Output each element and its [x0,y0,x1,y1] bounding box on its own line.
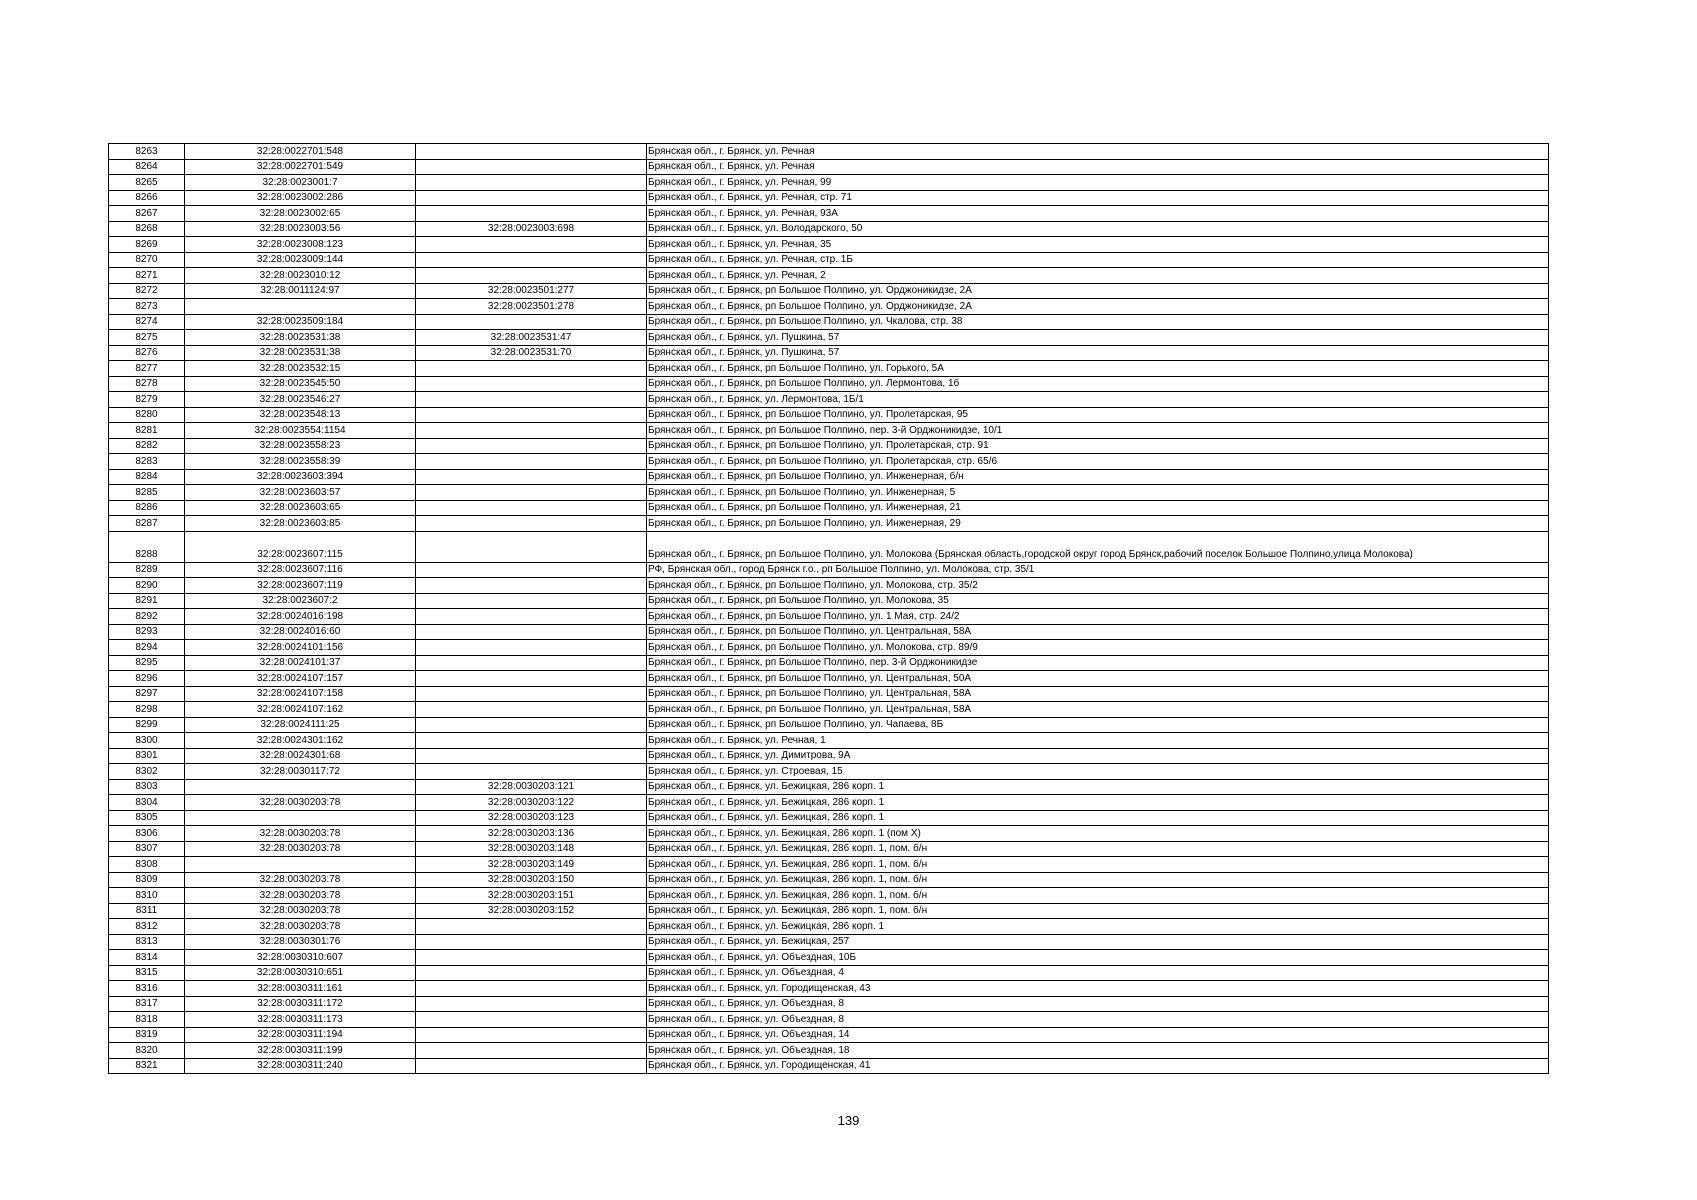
row-number-cell: 8279 [109,392,185,408]
cadastral-number-cell: 32:28:0024301:68 [185,748,416,764]
row-number-cell: 8265 [109,175,185,191]
row-number-cell: 8273 [109,299,185,315]
related-cadastral-number-cell [416,438,647,454]
table-row [109,888,1549,904]
address-cell: Брянская обл., г. Брянск, ул. Объездная, 14 [647,1027,1549,1043]
row-number-cell: 8296 [109,671,185,687]
row-number-cell: 8298 [109,702,185,718]
related-cadastral-number-cell [416,748,647,764]
cadastral-number-cell: 32:28:0030203:78 [185,888,416,904]
cadastral-number-cell: 32:28:0022701:549 [185,159,416,175]
table-row [109,454,1549,470]
address-cell: Брянская обл., г. Брянск, рп Большое Полпино, ул. Инженерная, 29 [647,516,1549,532]
cadastral-number-cell: 32:28:0023548:13 [185,407,416,423]
row-number-cell: 8267 [109,206,185,222]
row-number-cell: 8313 [109,934,185,950]
cadastral-number-cell: 32:28:0023607:2 [185,593,416,609]
row-number-cell: 8308 [109,857,185,873]
row-number-cell: 8272 [109,283,185,299]
address-cell: Брянская обл., г. Брянск, рп Большое Полпино, ул. Центральная, 58А [647,686,1549,702]
table-row [109,299,1549,315]
related-cadastral-number-cell [416,578,647,594]
address-cell: Брянская обл., г. Брянск, ул. Бежицкая, 286 корп. 1 (пом X) [647,826,1549,842]
related-cadastral-number-cell [416,671,647,687]
cadastral-number-cell [185,299,416,315]
address-cell: Брянская обл., г. Брянск, ул. Речная, 99 [647,175,1549,191]
related-cadastral-number-cell [416,733,647,749]
row-number-cell: 8276 [109,345,185,361]
cadastral-number-cell: 32:28:0023603:57 [185,485,416,501]
address-cell: Брянская обл., г. Брянск, ул. Бежицкая, 286 корп. 1 [647,810,1549,826]
address-cell: Брянская обл., г. Брянск, ул. Бежицкая, 286 корп. 1 [647,779,1549,795]
table-row [109,624,1549,640]
cadastral-number-cell: 32:28:0023002:65 [185,206,416,222]
cadastral-number-cell: 32:28:0023531:38 [185,330,416,346]
table-row [109,981,1549,997]
cadastral-number-cell: 32:28:0030311:194 [185,1027,416,1043]
address-cell: Брянская обл., г. Брянск, ул. Речная, 1 [647,733,1549,749]
table-row [109,810,1549,826]
cadastral-number-cell: 32:28:0023531:38 [185,345,416,361]
row-number-cell: 8281 [109,423,185,439]
address-cell: Брянская обл., г. Брянск, ул. Бежицкая, 286 корп. 1, пом. б/н [647,857,1549,873]
cadastral-number-cell [185,857,416,873]
row-number-cell: 8318 [109,1012,185,1028]
cadastral-number-cell [185,810,416,826]
address-cell: Брянская обл., г. Брянск, рп Большое Полпино, ул. Молокова, 35 [647,593,1549,609]
related-cadastral-number-cell: 32:28:0030203:122 [416,795,647,811]
cadastral-number-cell: 32:28:0024101:37 [185,655,416,671]
address-cell: Брянская обл., г. Брянск, рп Большое Полпино, ул. Центральная, 50А [647,671,1549,687]
related-cadastral-number-cell [416,702,647,718]
cadastral-number-cell: 32:28:0023002:286 [185,190,416,206]
row-number-cell: 8314 [109,950,185,966]
row-number-cell: 8285 [109,485,185,501]
cadastral-number-cell: 32:28:0022701:548 [185,144,416,160]
cadastral-number-cell: 32:28:0030311:161 [185,981,416,997]
row-number-cell: 8283 [109,454,185,470]
related-cadastral-number-cell: 32:28:0030203:151 [416,888,647,904]
row-number-cell: 8266 [109,190,185,206]
address-cell: Брянская обл., г. Брянск, рп Большое Полпино, ул. Лермонтова, 1б [647,376,1549,392]
cadastral-number-cell: 32:28:0023001:7 [185,175,416,191]
related-cadastral-number-cell [416,144,647,160]
related-cadastral-number-cell: 32:28:0023531:47 [416,330,647,346]
related-cadastral-number-cell [416,640,647,656]
table-row [109,872,1549,888]
related-cadastral-number-cell [416,268,647,284]
related-cadastral-number-cell [416,717,647,733]
table-row [109,903,1549,919]
row-number-cell: 8287 [109,516,185,532]
related-cadastral-number-cell [416,996,647,1012]
table-row [109,159,1549,175]
row-number-cell: 8311 [109,903,185,919]
related-cadastral-number-cell [416,159,647,175]
address-cell: Брянская обл., г. Брянск, ул. Объездная, 4 [647,965,1549,981]
address-cell: Брянская обл., г. Брянск, рп Большое Полпино, ул. Пролетарская, 95 [647,407,1549,423]
cadastral-number-cell: 32:28:0030310:651 [185,965,416,981]
related-cadastral-number-cell: 32:28:0030203:121 [416,779,647,795]
related-cadastral-number-cell [416,392,647,408]
table-row [109,764,1549,780]
cadastral-number-cell: 32:28:0030311:199 [185,1043,416,1059]
row-number-cell: 8282 [109,438,185,454]
row-number-cell: 8306 [109,826,185,842]
cadastral-number-cell: 32:28:0023545:50 [185,376,416,392]
related-cadastral-number-cell [416,609,647,625]
row-number-cell: 8320 [109,1043,185,1059]
table-row [109,175,1549,191]
cadastral-number-cell: 32:28:0011124:97 [185,283,416,299]
cadastral-number-cell: 32:28:0030117:72 [185,764,416,780]
address-cell: Брянская обл., г. Брянск, ул. Бежицкая, 286 корп. 1, пом. б/н [647,872,1549,888]
row-number-cell: 8299 [109,717,185,733]
related-cadastral-number-cell: 32:28:0030203:123 [416,810,647,826]
related-cadastral-number-cell: 32:28:0030203:152 [416,903,647,919]
related-cadastral-number-cell [416,252,647,268]
row-number-cell: 8286 [109,500,185,516]
table-row [109,500,1549,516]
cadastral-number-cell: 32:28:0024016:198 [185,609,416,625]
address-cell: Брянская обл., г. Брянск, рп Большое Полпино, пер. 3-й Орджоникидзе, 10/1 [647,423,1549,439]
related-cadastral-number-cell [416,531,647,562]
cadastral-number-cell: 32:28:0024301:162 [185,733,416,749]
row-number-cell: 8304 [109,795,185,811]
address-cell: РФ, Брянская обл., город Брянск г.о., рп Большое Полпино, ул. Молокова, стр. 35/1 [647,562,1549,578]
related-cadastral-number-cell [416,175,647,191]
address-cell: Брянская обл., г. Брянск, ул. Объездная, 8 [647,996,1549,1012]
table-row [109,779,1549,795]
related-cadastral-number-cell [416,469,647,485]
row-number-cell: 8290 [109,578,185,594]
address-cell: Брянская обл., г. Брянск, ул. Речная, стр. 71 [647,190,1549,206]
related-cadastral-number-cell [416,562,647,578]
address-cell: Брянская обл., г. Брянск, рп Большое Полпино, пер. 3-й Орджоникидзе [647,655,1549,671]
address-cell: Брянская обл., г. Брянск, рп Большое Полпино, ул. Чапаева, 8Б [647,717,1549,733]
cadastral-number-cell: 32:28:0030203:78 [185,919,416,935]
cadastral-number-cell: 32:28:0024107:162 [185,702,416,718]
row-number-cell: 8280 [109,407,185,423]
related-cadastral-number-cell: 32:28:0023501:278 [416,299,647,315]
table-row [109,252,1549,268]
address-cell: Брянская обл., г. Брянск, ул. Лермонтова, 1Б/1 [647,392,1549,408]
cadastral-number-cell: 32:28:0024111:25 [185,717,416,733]
cadastral-number-cell: 32:28:0023603:65 [185,500,416,516]
cadastral-number-cell: 32:28:0023010:12 [185,268,416,284]
row-number-cell: 8277 [109,361,185,377]
table-row [109,748,1549,764]
cadastral-number-cell: 32:28:0023603:394 [185,469,416,485]
table-row [109,593,1549,609]
table-row [109,857,1549,873]
cadastral-number-cell: 32:28:0024107:158 [185,686,416,702]
related-cadastral-number-cell [416,485,647,501]
table-row [109,640,1549,656]
related-cadastral-number-cell: 32:28:0023531:70 [416,345,647,361]
address-cell: Брянская обл., г. Брянск, рп Большое Полпино, ул. Молокова, стр. 89/9 [647,640,1549,656]
table-row [109,221,1549,237]
related-cadastral-number-cell [416,624,647,640]
address-cell: Брянская обл., г. Брянск, рп Большое Полпино, ул. 1 Мая, стр. 24/2 [647,609,1549,625]
cadastral-number-cell: 32:28:0030203:78 [185,872,416,888]
related-cadastral-number-cell: 32:28:0023003:698 [416,221,647,237]
cadastral-number-cell: 32:28:0030203:78 [185,826,416,842]
row-number-cell: 8295 [109,655,185,671]
table-row [109,206,1549,222]
table-row [109,376,1549,392]
row-number-cell: 8269 [109,237,185,253]
address-cell: Брянская обл., г. Брянск, ул. Объездная, 18 [647,1043,1549,1059]
related-cadastral-number-cell [416,934,647,950]
cadastral-number-cell: 32:28:0023607:119 [185,578,416,594]
row-number-cell: 8289 [109,562,185,578]
related-cadastral-number-cell [416,981,647,997]
address-cell: Брянская обл., г. Брянск, рп Большое Полпино, ул. Пролетарская, стр. 65/6 [647,454,1549,470]
related-cadastral-number-cell [416,950,647,966]
related-cadastral-number-cell: 32:28:0030203:150 [416,872,647,888]
table-row [109,516,1549,532]
related-cadastral-number-cell [416,593,647,609]
cadastral-number-cell: 32:28:0030203:78 [185,795,416,811]
row-number-cell: 8312 [109,919,185,935]
cadastral-number-cell: 32:28:0023546:27 [185,392,416,408]
row-number-cell: 8302 [109,764,185,780]
related-cadastral-number-cell [416,655,647,671]
related-cadastral-number-cell [416,1027,647,1043]
table-row [109,609,1549,625]
table-row [109,702,1549,718]
row-number-cell: 8297 [109,686,185,702]
related-cadastral-number-cell [416,919,647,935]
table-row [109,671,1549,687]
related-cadastral-number-cell [416,1012,647,1028]
table-row [109,686,1549,702]
table-row [109,268,1549,284]
address-cell: Брянская обл., г. Брянск, ул. Бежицкая, 286 корп. 1, пом. б/н [647,903,1549,919]
table-row [109,392,1549,408]
cadastral-number-cell: 32:28:0030203:78 [185,903,416,919]
table-row [109,795,1549,811]
row-number-cell: 8294 [109,640,185,656]
address-cell: Брянская обл., г. Брянск, ул. Пушкина, 57 [647,330,1549,346]
related-cadastral-number-cell [416,454,647,470]
address-cell: Брянская обл., г. Брянск, ул. Речная, стр. 1Б [647,252,1549,268]
row-number-cell: 8309 [109,872,185,888]
related-cadastral-number-cell [416,500,647,516]
row-number-cell: 8319 [109,1027,185,1043]
related-cadastral-number-cell: 32:28:0030203:149 [416,857,647,873]
address-cell: Брянская обл., г. Брянск, ул. Бежицкая, 257 [647,934,1549,950]
address-cell: Брянская обл., г. Брянск, рп Большое Полпино, ул. Центральная, 58А [647,702,1549,718]
address-cell: Брянская обл., г. Брянск, рп Большое Полпино, ул. Молокова, стр. 35/2 [647,578,1549,594]
related-cadastral-number-cell [416,965,647,981]
cadastral-number-cell: 32:28:0030203:78 [185,841,416,857]
table-row [109,996,1549,1012]
row-number-cell: 8300 [109,733,185,749]
row-number-cell: 8316 [109,981,185,997]
row-number-cell: 8275 [109,330,185,346]
property-table [108,143,1549,1074]
related-cadastral-number-cell [416,190,647,206]
address-cell: Брянская обл., г. Брянск, рп Большое Полпино, ул. Молокова (Брянская область,городской округ город Брянск,рабочий поселок Большое Полпино,улица Молокова) [647,531,1549,562]
row-number-cell: 8270 [109,252,185,268]
table-row [109,934,1549,950]
cadastral-number-cell: 32:28:0023009:144 [185,252,416,268]
related-cadastral-number-cell [416,361,647,377]
row-number-cell: 8264 [109,159,185,175]
table-row [109,1058,1549,1074]
address-cell: Брянская обл., г. Брянск, рп Большое Полпино, ул. Инженерная, б/н [647,469,1549,485]
table-row [109,655,1549,671]
row-number-cell: 8292 [109,609,185,625]
cadastral-number-cell: 32:28:0030311:173 [185,1012,416,1028]
cadastral-number-cell: 32:28:0023607:116 [185,562,416,578]
table-row [109,562,1549,578]
related-cadastral-number-cell [416,516,647,532]
table-row [109,144,1549,160]
address-cell: Брянская обл., г. Брянск, ул. Бежицкая, 286 корп. 1 [647,795,1549,811]
page-number: 139 [837,1113,860,1128]
address-cell: Брянская обл., г. Брянск, ул. Бежицкая, 286 корп. 1 [647,919,1549,935]
cadastral-number-cell: 32:28:0030311:172 [185,996,416,1012]
cadastral-number-cell: 32:28:0024107:157 [185,671,416,687]
cadastral-number-cell: 32:28:0023532:15 [185,361,416,377]
table-row [109,578,1549,594]
table-row [109,919,1549,935]
address-cell: Брянская обл., г. Брянск, ул. Объездная, 8 [647,1012,1549,1028]
row-number-cell: 8307 [109,841,185,857]
related-cadastral-number-cell [416,423,647,439]
table-row [109,733,1549,749]
address-cell: Брянская обл., г. Брянск, рп Большое Полпино, ул. Пролетарская, стр. 91 [647,438,1549,454]
row-number-cell: 8305 [109,810,185,826]
address-cell: Брянская обл., г. Брянск, рп Большое Полпино, ул. Инженерная, 21 [647,500,1549,516]
table-row [109,717,1549,733]
table-row [109,841,1549,857]
related-cadastral-number-cell [416,206,647,222]
table-row [109,485,1549,501]
table-row [109,469,1549,485]
cadastral-number-cell: 32:28:0023607:115 [185,531,416,562]
row-number-cell: 8303 [109,779,185,795]
table-row [109,965,1549,981]
address-cell: Брянская обл., г. Брянск, рп Большое Полпино, ул. Центральная, 58А [647,624,1549,640]
cadastral-number-cell: 32:28:0030311:240 [185,1058,416,1074]
table-body [109,144,1549,1074]
table-row [109,237,1549,253]
table-row [109,314,1549,330]
related-cadastral-number-cell [416,686,647,702]
address-cell: Брянская обл., г. Брянск, ул. Володарского, 50 [647,221,1549,237]
cadastral-number-cell: 32:28:0023558:23 [185,438,416,454]
address-cell: Брянская обл., г. Брянск, ул. Объездная, 10Б [647,950,1549,966]
address-cell: Брянская обл., г. Брянск, ул. Бежицкая, 286 корп. 1, пом. б/н [647,888,1549,904]
row-number-cell: 8274 [109,314,185,330]
cadastral-number-cell: 32:28:0030301:76 [185,934,416,950]
row-number-cell: 8284 [109,469,185,485]
row-number-cell: 8293 [109,624,185,640]
cadastral-number-cell: 32:28:0024016:60 [185,624,416,640]
cadastral-number-cell: 32:28:0023603:85 [185,516,416,532]
related-cadastral-number-cell [416,764,647,780]
row-number-cell: 8321 [109,1058,185,1074]
cadastral-number-cell: 32:28:0024101:156 [185,640,416,656]
address-cell: Брянская обл., г. Брянск, ул. Строевая, 15 [647,764,1549,780]
table-row [109,1027,1549,1043]
table-row [109,438,1549,454]
address-cell: Брянская обл., г. Брянск, ул. Речная, 35 [647,237,1549,253]
address-cell: Брянская обл., г. Брянск, рп Большое Полпино, ул. Горького, 5А [647,361,1549,377]
cadastral-number-cell: 32:28:0030310:607 [185,950,416,966]
cadastral-number-cell: 32:28:0023003:56 [185,221,416,237]
table-row [109,345,1549,361]
address-cell: Брянская обл., г. Брянск, ул. Димитрова, 9А [647,748,1549,764]
table-row [109,283,1549,299]
address-cell: Брянская обл., г. Брянск, ул. Речная, 2 [647,268,1549,284]
related-cadastral-number-cell: 32:28:0030203:148 [416,841,647,857]
cadastral-number-cell: 32:28:0023558:39 [185,454,416,470]
related-cadastral-number-cell [416,407,647,423]
table-row [109,1012,1549,1028]
row-number-cell: 8288 [109,531,185,562]
address-cell: Брянская обл., г. Брянск, рп Большое Полпино, ул. Инженерная, 5 [647,485,1549,501]
cadastral-number-cell [185,779,416,795]
table-row [109,1043,1549,1059]
related-cadastral-number-cell [416,1058,647,1074]
row-number-cell: 8315 [109,965,185,981]
address-cell: Брянская обл., г. Брянск, ул. Пушкина, 57 [647,345,1549,361]
table-row [109,190,1549,206]
address-cell: Брянская обл., г. Брянск, рп Большое Полпино, ул. Орджоникидзе, 2А [647,283,1549,299]
address-cell: Брянская обл., г. Брянск, ул. Речная [647,159,1549,175]
table-row [109,361,1549,377]
row-number-cell: 8271 [109,268,185,284]
address-cell: Брянская обл., г. Брянск, рп Большое Полпино, ул. Орджоникидзе, 2А [647,299,1549,315]
related-cadastral-number-cell [416,237,647,253]
related-cadastral-number-cell: 32:28:0023501:277 [416,283,647,299]
cadastral-number-cell: 32:28:0023509:184 [185,314,416,330]
address-cell: Брянская обл., г. Брянск, ул. Речная [647,144,1549,160]
cadastral-number-cell: 32:28:0023008:123 [185,237,416,253]
row-number-cell: 8301 [109,748,185,764]
row-number-cell: 8278 [109,376,185,392]
address-cell: Брянская обл., г. Брянск, рп Большое Полпино, ул. Чкалова, стр. 38 [647,314,1549,330]
table-row [109,423,1549,439]
address-cell: Брянская обл., г. Брянск, ул. Городищенская, 43 [647,981,1549,997]
related-cadastral-number-cell [416,376,647,392]
address-cell: Брянская обл., г. Брянск, ул. Речная, 93А [647,206,1549,222]
table-row [109,330,1549,346]
table-row [109,826,1549,842]
address-cell: Брянская обл., г. Брянск, ул. Бежицкая, 286 корп. 1, пом. б/н [647,841,1549,857]
related-cadastral-number-cell: 32:28:0030203:136 [416,826,647,842]
related-cadastral-number-cell [416,314,647,330]
address-cell: Брянская обл., г. Брянск, ул. Городищенская, 41 [647,1058,1549,1074]
table-row [109,531,1549,562]
table-row [109,950,1549,966]
row-number-cell: 8263 [109,144,185,160]
row-number-cell: 8317 [109,996,185,1012]
row-number-cell: 8310 [109,888,185,904]
row-number-cell: 8291 [109,593,185,609]
row-number-cell: 8268 [109,221,185,237]
cadastral-number-cell: 32:28:0023554:1154 [185,423,416,439]
table-row [109,407,1549,423]
related-cadastral-number-cell [416,1043,647,1059]
